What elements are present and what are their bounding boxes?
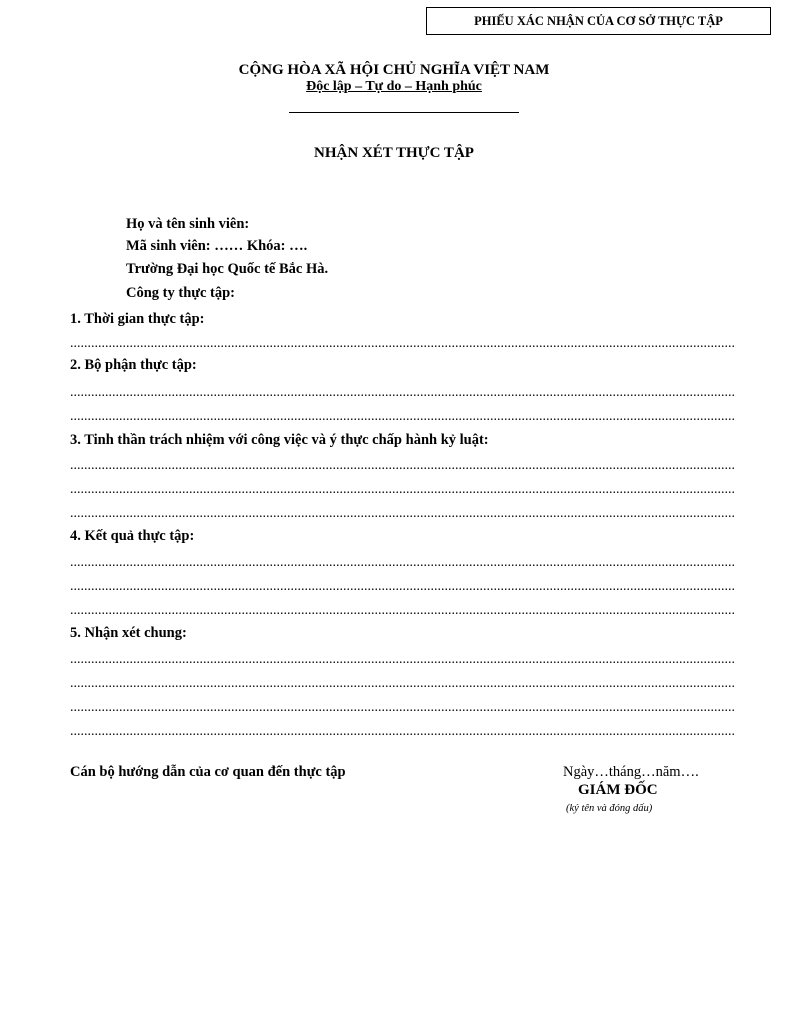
document-title: NHẬN XÉT THỰC TẬP bbox=[314, 145, 474, 161]
student-id-line: Mã sinh viên: …… Khóa: …. bbox=[126, 238, 308, 254]
motto-divider bbox=[289, 112, 519, 113]
date-line: Ngày…tháng…năm…. bbox=[563, 764, 699, 780]
fill-line[interactable] bbox=[70, 335, 734, 353]
school-name: Trường Đại học Quốc tế Bắc Hà. bbox=[126, 261, 329, 277]
student-name-label: Họ và tên sinh viên: bbox=[126, 216, 250, 232]
fill-line[interactable] bbox=[70, 578, 734, 596]
director-title: GIÁM ĐỐC bbox=[578, 782, 658, 798]
fill-line[interactable] bbox=[70, 408, 734, 426]
fill-line[interactable] bbox=[70, 505, 734, 523]
fill-line[interactable] bbox=[70, 481, 734, 499]
section-4-heading: 4. Kết quả thực tập: bbox=[70, 528, 195, 544]
section-3-heading: 3. Tinh thần trách nhiệm với công việc và ý thực chấp hành kỷ luật: bbox=[70, 432, 489, 448]
section-2-heading: 2. Bộ phận thực tập: bbox=[70, 357, 197, 373]
national-header: CỘNG HÒA XÃ HỘI CHỦ NGHĨA VIỆT NAM bbox=[238, 62, 550, 78]
fill-line[interactable] bbox=[70, 651, 734, 669]
signature-note: (ký tên và đóng dấu) bbox=[566, 803, 653, 814]
section-1-heading: 1. Thời gian thực tập: bbox=[70, 311, 205, 327]
fill-line[interactable] bbox=[70, 457, 734, 475]
fill-line[interactable] bbox=[70, 384, 734, 402]
fill-line[interactable] bbox=[70, 699, 734, 717]
company-label: Công ty thực tập: bbox=[126, 285, 235, 301]
fill-line[interactable] bbox=[70, 602, 734, 620]
national-motto: Độc lập – Tự do – Hạnh phúc bbox=[306, 79, 482, 94]
fill-line[interactable] bbox=[70, 675, 734, 693]
form-label-box: PHIẾU XÁC NHẬN CỦA CƠ SỞ THỰC TẬP bbox=[426, 7, 771, 35]
fill-line[interactable] bbox=[70, 723, 734, 741]
fill-line[interactable] bbox=[70, 554, 734, 572]
supervisor-label: Cán bộ hướng dẫn của cơ quan đến thực tập bbox=[70, 764, 346, 780]
section-5-heading: 5. Nhận xét chung: bbox=[70, 625, 187, 641]
